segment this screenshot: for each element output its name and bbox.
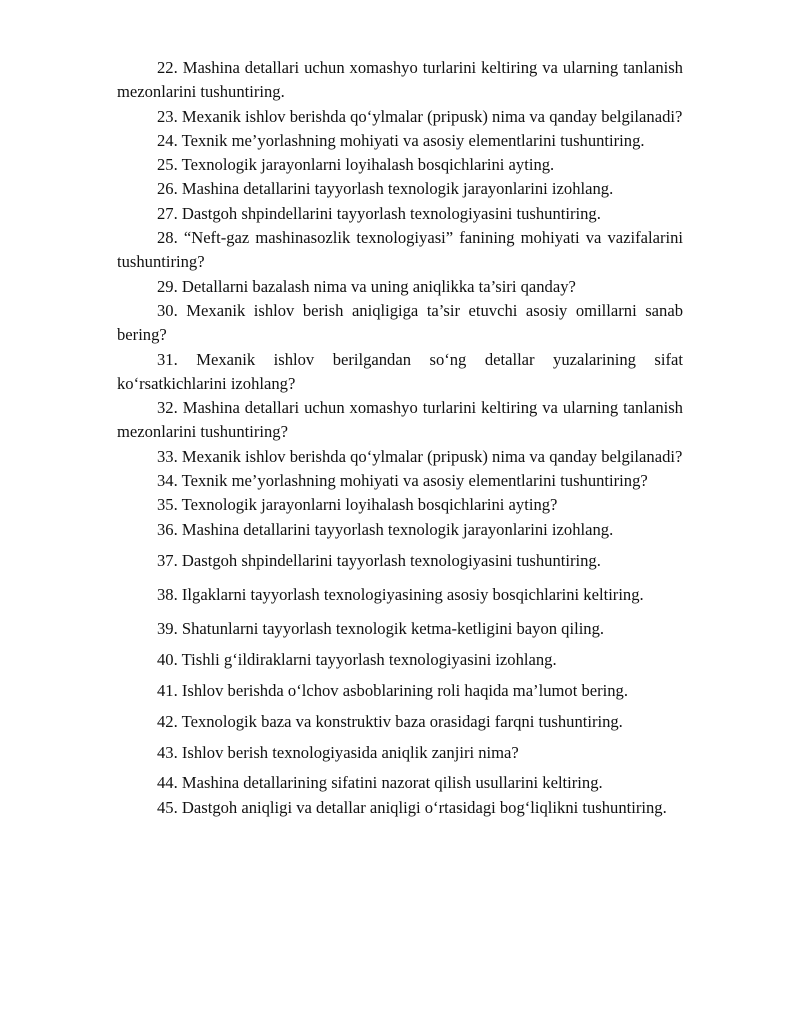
question-number: 30. <box>157 300 178 320</box>
question-42 <box>117 710 683 734</box>
question-32 <box>117 396 683 445</box>
question-number: 40. <box>157 649 178 669</box>
question-number: 31. <box>157 349 178 369</box>
question-text: Mashina detallarining sifatini nazorat qilish usullarini keltiring. <box>181 773 603 793</box>
question-36 <box>117 518 683 542</box>
question-number: 34. <box>157 471 178 491</box>
question-34 <box>117 469 683 493</box>
question-29 <box>117 275 683 299</box>
question-text: Texnologik baza va konstruktiv baza orasidagi farqni tushuntiring. <box>181 711 623 731</box>
question-text: “Neft-gaz mashinasozlik texnologiyasi” fanining mohiyati va vazifalarini tushuntiring? <box>117 228 683 272</box>
question-number: 38. <box>157 585 178 605</box>
question-25 <box>117 153 683 177</box>
question-38 <box>117 579 683 610</box>
question-number: 44. <box>157 773 178 793</box>
question-23 <box>117 105 683 129</box>
question-41 <box>117 679 683 703</box>
document-page <box>117 56 683 820</box>
question-30 <box>117 299 683 348</box>
question-text: Mashina detallari uchun xomashyo turlarini keltiring va ularning tanlanish mezonlarini tushuntiring? <box>117 398 683 442</box>
question-number: 24. <box>157 130 178 150</box>
question-31 <box>117 348 683 397</box>
question-43 <box>117 741 683 765</box>
question-number: 41. <box>157 680 178 700</box>
question-37 <box>117 549 683 573</box>
question-text: Mexanik ishlov berishda qo‘ylmalar (pripusk) nima va qanday belgilanadi? <box>181 106 683 126</box>
question-text: Texnologik jarayonlarni loyihalash bosqichlarini ayting. <box>181 155 555 175</box>
question-text: Shatunlarni tayyorlash texnologik ketma-ketligini bayon qiling. <box>181 619 605 639</box>
question-26 <box>117 177 683 201</box>
question-number: 45. <box>157 797 178 817</box>
question-text: Ishlov berishda o‘lchov asboblarining roli haqida ma’lumot bering. <box>181 680 628 700</box>
question-text: Dastgoh shpindellarini tayyorlash texnologiyasini tushuntiring. <box>181 550 601 570</box>
question-text: Mashina detallari uchun xomashyo turlarini keltiring va ularning tanlanish mezonlarini tushuntiring. <box>117 58 683 102</box>
question-text: Mashina detallarini tayyorlash texnologik jarayonlarini izohlang. <box>181 519 614 539</box>
question-28 <box>117 226 683 275</box>
question-number: 26. <box>157 179 178 199</box>
question-text: Texnik me’yorlashning mohiyati va asosiy elementlarini tushuntiring. <box>181 130 645 150</box>
question-text: Ilgaklarni tayyorlash texnologiyasining asosiy bosqichlarini keltiring. <box>181 585 644 605</box>
question-number: 37. <box>157 550 178 570</box>
question-text: Ishlov berish texnologiyasida aniqlik zanjiri nima? <box>181 742 519 762</box>
question-text: Mexanik ishlov berishda qo‘ylmalar (pripusk) nima va qanday belgilanadi? <box>181 446 683 466</box>
question-number: 23. <box>157 106 178 126</box>
question-text: Tishli g‘ildiraklarni tayyorlash texnologiyasini izohlang. <box>181 649 557 669</box>
question-number: 29. <box>157 276 178 296</box>
question-text: Texnologik jarayonlarni loyihalash bosqichlarini ayting? <box>181 495 558 515</box>
question-22 <box>117 56 683 105</box>
question-33 <box>117 445 683 469</box>
question-text: Mashina detallarini tayyorlash texnologik jarayonlarini izohlang. <box>181 179 614 199</box>
question-text: Dastgoh aniqligi va detallar aniqligi o‘rtasidagi bog‘liqlikni tushuntiring. <box>181 797 667 817</box>
question-number: 22. <box>157 58 178 77</box>
question-number: 28. <box>157 228 178 248</box>
question-number: 32. <box>157 398 178 418</box>
question-44 <box>117 771 683 795</box>
question-number: 27. <box>157 203 178 223</box>
question-40 <box>117 648 683 672</box>
question-27 <box>117 202 683 226</box>
question-35 <box>117 493 683 517</box>
question-number: 39. <box>157 619 178 639</box>
question-number: 36. <box>157 519 178 539</box>
question-number: 42. <box>157 711 178 731</box>
question-text: Detallarni bazalash nima va uning aniqlikka ta’siri qanday? <box>181 276 576 296</box>
question-number: 25. <box>157 155 178 175</box>
question-45 <box>117 796 683 820</box>
question-39 <box>117 617 683 641</box>
question-number: 43. <box>157 742 178 762</box>
question-number: 35. <box>157 495 178 515</box>
question-24 <box>117 129 683 153</box>
question-number: 33. <box>157 446 178 466</box>
question-text: Mexanik ishlov berilgandan so‘ng detallar yuzalarining sifat ko‘rsatkichlarini izohlang? <box>117 349 683 393</box>
question-text: Texnik me’yorlashning mohiyati va asosiy elementlarini tushuntiring? <box>181 471 648 491</box>
question-text: Dastgoh shpindellarini tayyorlash texnologiyasini tushuntiring. <box>181 203 601 223</box>
question-text: Mexanik ishlov berish aniqligiga ta’sir etuvchi asosiy omillarni sanab bering? <box>117 300 683 345</box>
